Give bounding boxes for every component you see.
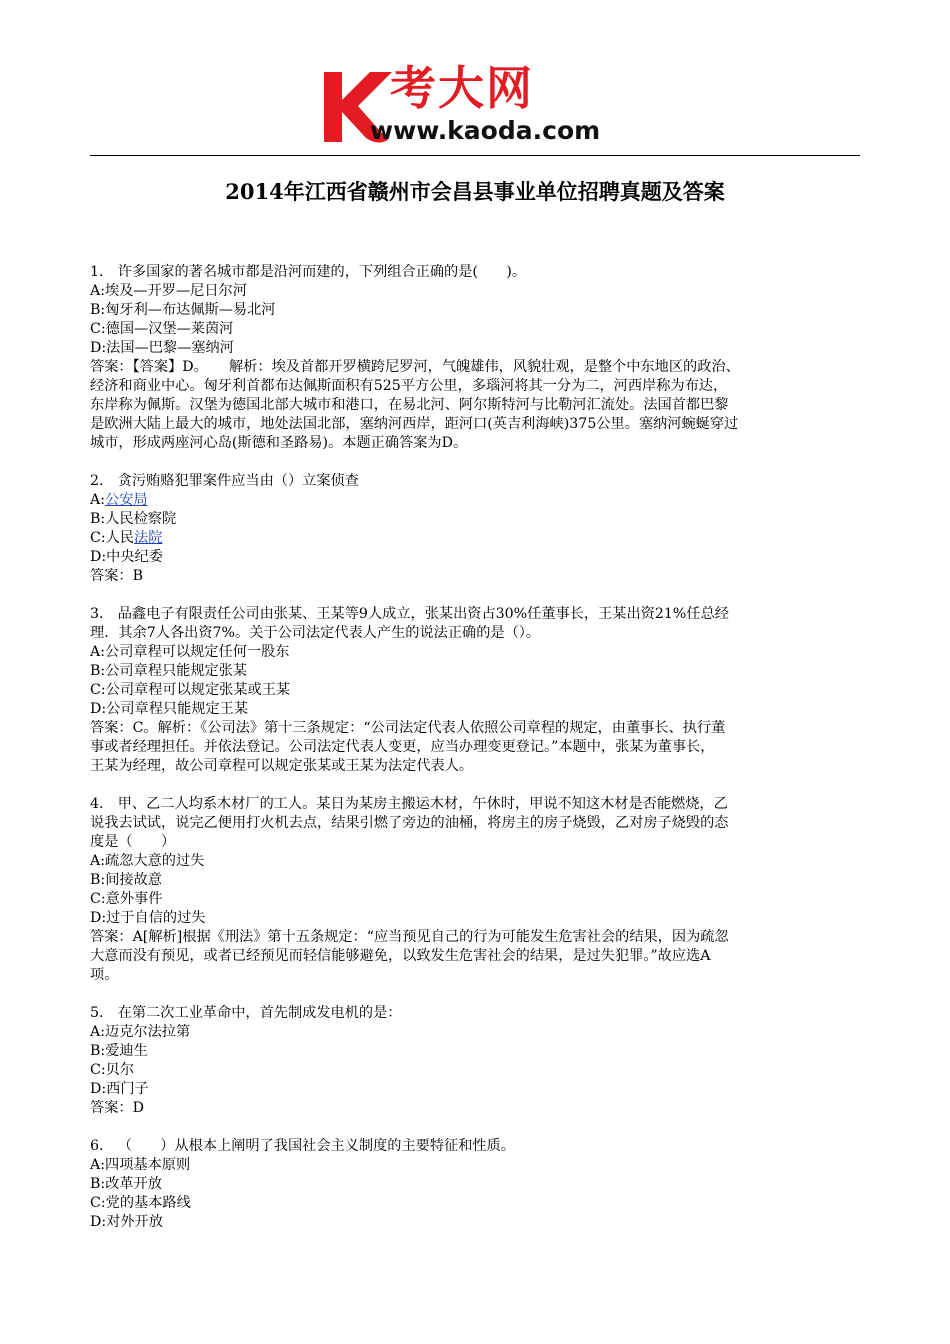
option-d: D:西门子 [90, 1081, 149, 1097]
option-b: B:公司章程只能规定张某 [90, 663, 248, 679]
question-stem: 理．其余7人各出资7%。关于公司法定代表人产生的说法正确的是（）。 [90, 625, 541, 641]
option-d: D:对外开放 [90, 1214, 163, 1230]
link-police-bureau[interactable]: 公安局 [105, 492, 148, 508]
answer-line: 东岸称为佩斯。汉堡为德国北部大城市和港口，在易北河、阿尔斯特河与比勒河汇流处。法国首都巴黎 [90, 397, 729, 413]
option-d: D:法国—巴黎—塞纳河 [90, 340, 234, 356]
option-c: C:德国—汉堡—莱茵河 [90, 321, 234, 337]
answer-line: 城市，形成两座河心岛(斯德和圣路易)。本题正确答案为D。 [90, 435, 468, 451]
question-list [90, 263, 865, 1251]
page-title: 2014年江西省赣州市会昌县事业单位招聘真题及答案 [225, 179, 725, 204]
question-6 [90, 1137, 865, 1232]
option-c [90, 529, 865, 548]
option-d: D:公司章程只能规定王某 [90, 701, 249, 717]
answer-line: 是欧洲大陆上最大的城市，地处法国北部，塞纳河西岸，距河口(英吉利海峡)375公里。塞纳河蜿蜒穿过 [90, 416, 739, 432]
option-b: B:爱迪生 [90, 1043, 148, 1059]
answer-line: 答案：A[解析]根据《刑法》第十五条规定：“应当预见自己的行为可能发生危害社会的结果，因为疏忽 [90, 929, 729, 945]
question-4 [90, 795, 865, 985]
option-d: D:过于自信的过失 [90, 910, 206, 926]
option-a: A:埃及—开罗—尼日尔河 [90, 283, 247, 299]
answer-line: 大意而没有预见，或者已经预见而轻信能够避免，以致发生危害社会的结果，是过失犯罪。”故应选A [90, 948, 711, 964]
option-a: A:疏忽大意的过失 [90, 853, 205, 869]
question-stem: 3． 品鑫电子有限责任公司由张某、王某等9人成立，张某出资占30%任董事长，王某出资21%任总经 [90, 606, 729, 622]
option-c-prefix: C:人民 [90, 530, 135, 546]
header-divider [90, 155, 860, 156]
option-c: C:意外事件 [90, 891, 163, 907]
question-3 [90, 605, 865, 776]
option-b: B:间接故意 [90, 872, 162, 888]
question-stem: 6． （ ）从根本上阐明了我国社会主义制度的主要特征和性质。 [90, 1138, 515, 1154]
answer-line: 事或者经理担任。并依法登记。公司法定代表人变更，应当办理变更登记。”本题中，张某为董事长， [90, 739, 715, 755]
option-b: B:匈牙利—布达佩斯—易北河 [90, 302, 276, 318]
option-c: C:贝尔 [90, 1062, 135, 1078]
question-stem: 2． 贪污贿赂犯罪案件应当由（）立案侦查 [90, 473, 359, 489]
option-c: C:公司章程可以规定张某或王某 [90, 682, 291, 698]
question-stem: 1． 许多国家的著名城市都是沿河而建的，下列组合正确的是( )。 [90, 264, 527, 280]
logo-url-text: www.kaoda.com [370, 116, 601, 145]
question-stem: 4． 甲、乙二人均系木材厂的工人。某日为某房主搬运木材，午休时，甲说不知这木材是否能燃烧，乙 [90, 796, 728, 812]
answer-line: 王某为经理，故公司章程可以规定张某或王某为法定代表人。 [90, 758, 474, 774]
option-d: D:中央纪委 [90, 549, 163, 565]
kaoda-logo[interactable] [318, 62, 648, 152]
answer-line: 答案：【答案】D。 解析：埃及首都开罗横跨尼罗河，气魄雄伟，风貌壮观，是整个中东地区的政治、 [90, 359, 740, 375]
answer-line: 答案：D [90, 1100, 144, 1116]
question-stem: 度是（ ） [90, 834, 176, 850]
answer-line: 答案：B [90, 568, 143, 584]
option-a [90, 491, 865, 510]
answer-line: 项。 [90, 967, 119, 983]
logo-chinese-text: 考大网 [390, 61, 534, 115]
link-court[interactable]: 法院 [134, 530, 163, 546]
option-b: B:改革开放 [90, 1176, 162, 1192]
question-5 [90, 1004, 865, 1118]
question-stem: 5． 在第二次工业革命中，首先制成发电机的是： [90, 1005, 402, 1021]
option-c: C:党的基本路线 [90, 1195, 191, 1211]
option-a: A:四项基本原则 [90, 1157, 191, 1173]
question-1 [90, 263, 865, 453]
page-header [0, 0, 950, 160]
option-a: A:公司章程可以规定任何一股东 [90, 644, 290, 660]
option-a: A:迈克尔法拉第 [90, 1024, 191, 1040]
question-stem: 说我去试试，说完乙便用打火机去点，结果引燃了旁边的油桶，将房主的房子烧毁，乙对房子烧毁的态 [90, 815, 729, 831]
option-a-prefix: A: [90, 492, 106, 508]
option-b: B:人民检察院 [90, 511, 177, 527]
answer-line: 经济和商业中心。匈牙利首都布达佩斯面积有525平方公里，多瑙河将其一分为二，河西岸称为布达， [90, 378, 728, 394]
question-2 [90, 472, 865, 586]
answer-line: 答案：C。解析：《公司法》第十三条规定：“公司法定代表人依照公司章程的规定，由董事长、执行董 [90, 720, 726, 736]
